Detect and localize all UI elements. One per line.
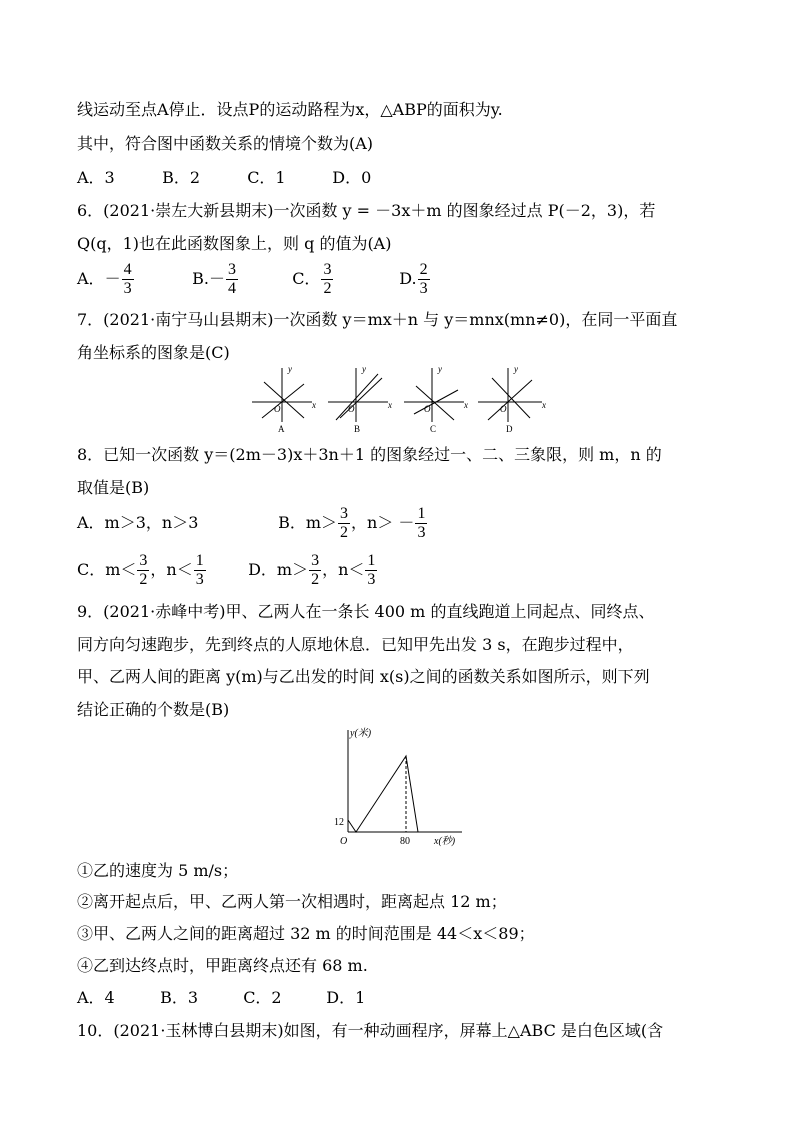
- q8-options-row-2: [77, 550, 378, 590]
- svg-text:x: x: [312, 400, 316, 410]
- q9-statement-4: ④乙到达终点时，甲距离终点还有 68 m.: [77, 956, 368, 975]
- svg-text:O: O: [424, 404, 431, 414]
- q6-option-a: A．－ $\frac{4}{3}$: [77, 261, 132, 297]
- svg-text:x: x: [388, 400, 392, 410]
- q8-option-c: C．m＜ $\frac{3}{2}$ ，n＜ $\frac{1}{3}$: [77, 552, 204, 588]
- q7-graph-c: [404, 364, 468, 434]
- q7-label-b: B: [354, 424, 361, 434]
- q7-graph-a: [252, 364, 316, 434]
- distance-polyline: [348, 756, 418, 832]
- q6-option-d: D. $\frac{2}{3}$: [399, 261, 428, 297]
- q7-label-a: A: [278, 424, 285, 434]
- q9-line-1: 9．(2021·赤峰中考)甲、乙两人在一条长 400 m 的直线跑道上同起点、同终点、: [77, 602, 655, 621]
- q7-line-2: 角坐标系的图象是(C): [77, 343, 230, 362]
- q7-graph-b: [328, 364, 392, 434]
- svg-text:x: x: [542, 400, 546, 410]
- svg-text:x: x: [464, 400, 468, 410]
- svg-text:O: O: [348, 404, 355, 414]
- q9-line-3: 甲、乙两人间的距离 y(m)与乙出发的时间 x(s)之间的函数关系如图所示，则下列: [77, 667, 650, 686]
- q9-option-a: A．4: [77, 988, 115, 1007]
- q8-option-a: A．m＞3，n＞3: [77, 513, 199, 532]
- q9-option-b: B．3: [160, 988, 199, 1007]
- q5-options: [77, 167, 371, 189]
- text-line-2: 其中，符合图中函数关系的情境个数为(A): [77, 134, 374, 153]
- q6-options: [77, 260, 431, 298]
- q8-option-b: B．m＞ $\frac{3}{2}$ ，n＞ － $\frac{1}{3}$: [278, 505, 426, 541]
- q9-statement-3: ③甲、乙两人之间的距离超过 32 m 的时间范围是 44＜x＜89；: [77, 924, 535, 943]
- q9-distance-time-graph: [330, 722, 470, 850]
- q8-line-2: 取值是(B): [77, 478, 150, 497]
- svg-text:y: y: [288, 364, 292, 374]
- q5-option-b: B．2: [162, 168, 201, 187]
- q7-label-d: D: [506, 424, 513, 434]
- q8-line-1: 8．已知一次函数 y＝(2m－3)x＋3n＋1 的图象经过一、二、三象限，则 m，n 的: [77, 445, 662, 464]
- q5-option-c: C．1: [247, 168, 286, 187]
- q6-line-2: Q(q，1)也在此函数图象上，则 q 的值为(A): [77, 234, 392, 253]
- q9-line-2: 同方向匀速跑步，先到终点的人原地休息．已知甲先出发 3 s，在跑步过程中，: [77, 635, 634, 654]
- q9-statement-1: ①乙的速度为 5 m/s；: [77, 861, 239, 880]
- q6-option-c: C． $\frac{3}{2}$: [292, 261, 332, 297]
- x-axis-label: x(秒): [434, 836, 456, 847]
- svg-text:y: y: [438, 364, 442, 374]
- q9-statement-2: ②离开起点后，甲、乙两人第一次相遇时，距离起点 12 m；: [77, 892, 507, 911]
- q5-option-a: A．3: [77, 168, 115, 187]
- q8-option-d: D．m＞ $\frac{3}{2}$ ，n＜ $\frac{1}{3}$: [248, 552, 376, 588]
- q7-label-c: C: [430, 424, 437, 434]
- y-axis-label: y(米): [350, 728, 372, 739]
- origin-label: O: [340, 836, 348, 847]
- q9-option-d: D．1: [326, 988, 366, 1007]
- q7-graph-d: [478, 364, 546, 434]
- q8-options-row-1: [77, 503, 428, 543]
- q6-option-b: B.－ $\frac{3}{4}$: [192, 261, 236, 297]
- svg-text:y: y: [362, 364, 366, 374]
- q7-graph-options: [250, 362, 550, 434]
- q9-options: [77, 987, 365, 1009]
- svg-text:O: O: [500, 404, 507, 414]
- svg-text:O: O: [274, 404, 281, 414]
- text-line-1: 线运动至点A停止．设点P的运动路程为x，△ABP的面积为y.: [77, 100, 503, 119]
- svg-text:y: y: [514, 364, 518, 374]
- q5-option-d: D．0: [332, 168, 372, 187]
- x-tick-label: 80: [400, 836, 410, 847]
- q7-line-1: 7．(2021·南宁马山县期末)一次函数 y＝mx＋n 与 y＝mnx(mn≠0)，在同一平面直: [77, 310, 678, 329]
- y-tick-label: 12: [334, 817, 344, 828]
- q9-line-4: 结论正确的个数是(B): [77, 700, 230, 719]
- q6-line-1: 6．(2021·崇左大新县期末)一次函数 y = －3x＋m 的图象经过点 P(－2，3)，若: [77, 201, 656, 220]
- q10-line-1: 10．(2021·玉林博白县期末)如图，有一种动画程序，屏幕上△ABC 是白色区域(含: [77, 1021, 664, 1040]
- q9-option-c: C．2: [243, 988, 282, 1007]
